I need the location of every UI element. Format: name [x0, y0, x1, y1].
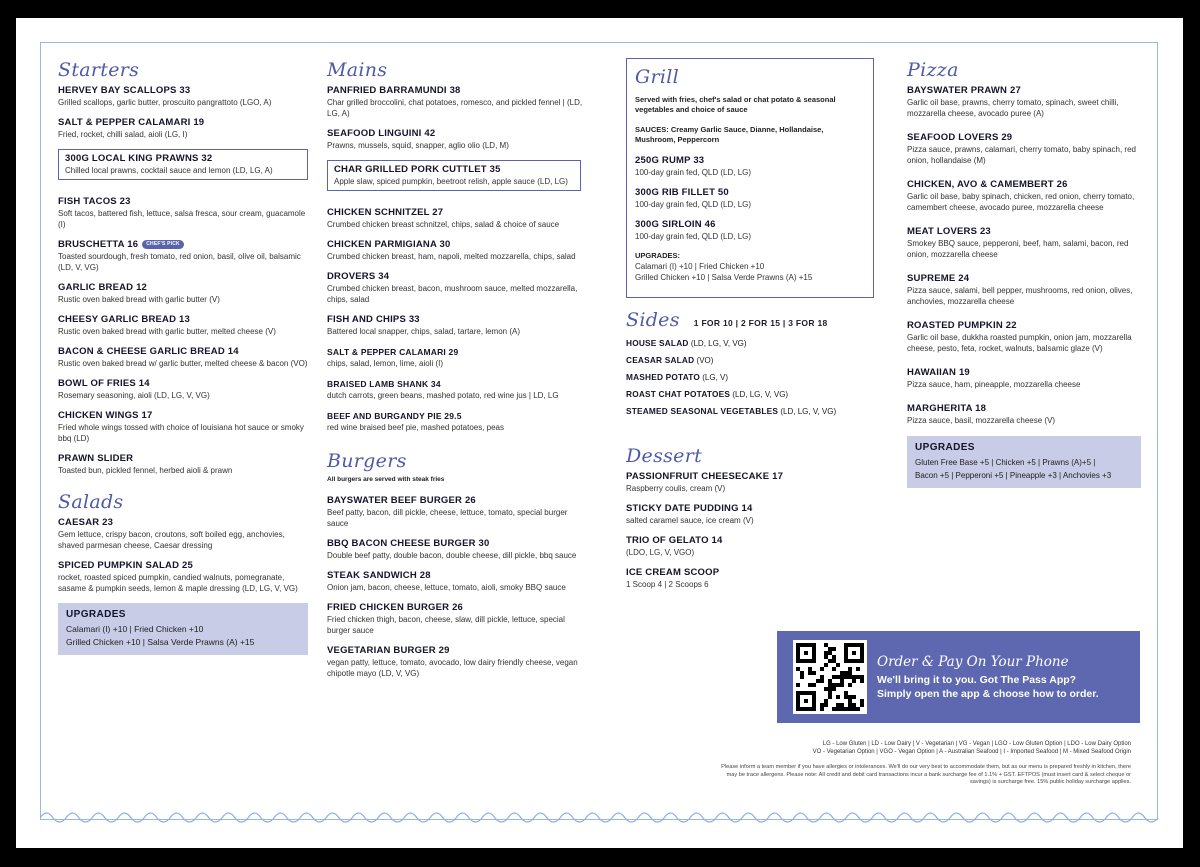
item-name: CHICKEN, AVO & CAMEMBERT 26 — [907, 179, 1068, 190]
item-desc: Crumbed chicken breast schnitzel, chips, salad & choice of sauce — [327, 220, 560, 229]
item-desc: Pizza sauce, ham, pineapple, mozzarella cheese — [907, 380, 1081, 389]
menu-page — [16, 18, 1183, 848]
qr-module — [840, 707, 844, 711]
qr-module — [828, 691, 832, 695]
qr-module — [844, 675, 848, 679]
column-mains-burgers — [327, 58, 589, 688]
side-item — [626, 352, 874, 369]
menu-item — [907, 85, 1147, 119]
item-name-text: BRUSCHETTA 16 — [58, 239, 139, 250]
order-line: We'll bring it to you. Got The Pass App? — [877, 673, 1077, 686]
item-name: BRAISED LAMB SHANK 34 — [327, 379, 441, 389]
menu-item — [58, 314, 308, 337]
item-desc: Chilled local prawns, cocktail sauce and lemon (LD, LG, A) — [65, 166, 273, 175]
qr-module — [860, 699, 864, 703]
qr-module — [820, 667, 824, 671]
item-name: SALT & PEPPER CALAMARI 19 — [58, 117, 205, 128]
qr-module — [856, 667, 860, 671]
item-name: PRAWN SLIDER — [58, 453, 134, 464]
menu-item — [327, 410, 589, 433]
item-name: CAESAR 23 — [58, 517, 114, 528]
featured-item-box — [327, 160, 581, 191]
item-name: MARGHERITA 18 — [907, 403, 987, 414]
menu-item — [58, 453, 308, 476]
item-desc: 100-day grain fed, QLD (LD, LG) — [635, 200, 752, 209]
qr-module — [844, 695, 848, 699]
item-name: 300G LOCAL KING PRAWNS 32 — [65, 153, 213, 164]
qr-module — [848, 707, 852, 711]
qr-module — [812, 683, 816, 687]
menu-item — [58, 378, 308, 401]
item-name: BAYSWATER PRAWN 27 — [907, 85, 1021, 96]
qr-module — [848, 703, 852, 707]
order-line: Simply open the app & choose how to order. — [877, 687, 1099, 700]
item-desc: Crumbed chicken breast, ham, napoli, melted mozzarella, chips, salad — [327, 252, 576, 261]
item-name: TRIO OF GELATO 14 — [626, 535, 723, 546]
dietary-legend — [711, 740, 1131, 756]
menu-item — [626, 471, 874, 494]
menu-item — [58, 239, 308, 273]
qr-module — [828, 647, 832, 651]
menu-item — [327, 207, 589, 230]
column-pizza — [907, 58, 1147, 488]
item-name — [58, 239, 308, 251]
side-name: MASHED POTATO — [626, 372, 701, 382]
qr-module — [860, 675, 864, 679]
item-desc: (LDO, LG, V, VGO) — [626, 548, 695, 557]
qr-module — [840, 679, 844, 683]
side-tags: (LD, LG, V, VG) — [730, 390, 789, 399]
menu-item — [626, 535, 874, 558]
menu-item — [907, 226, 1147, 260]
legend-line: VO - Vegetarian Option | VGO - Vegan Option | A - Australian Seafood | I - Imported Seafood | M - Mixed Seafood Origin — [812, 749, 1131, 755]
qr-module — [844, 707, 848, 711]
item-desc: Garlic oil base, prawns, cherry tomato, spinach, sweet chilli, mozzarella cheese, avocado puree (A) — [907, 98, 1119, 118]
qr-module — [848, 699, 852, 703]
column-grill-sides-dessert — [626, 58, 874, 599]
qr-module — [832, 687, 836, 691]
qr-module — [848, 671, 852, 675]
column-starters-salads — [58, 58, 308, 655]
menu-item — [58, 85, 308, 108]
order-title: Order & Pay On Your Phone — [877, 653, 1069, 670]
side-tags: (VO) — [694, 356, 714, 365]
item-desc: Prawns, mussels, squid, snapper, aglio olio (LD, M) — [327, 141, 509, 150]
order-pay-panel — [777, 631, 1140, 723]
item-name: HERVEY BAY SCALLOPS 33 — [58, 85, 191, 96]
menu-item — [327, 271, 589, 305]
menu-item — [907, 403, 1147, 426]
qr-module — [848, 695, 852, 699]
qr-module — [832, 667, 836, 671]
qr-module — [852, 703, 856, 707]
qr-module — [836, 707, 840, 711]
qr-module — [828, 687, 832, 691]
burgers-note: All burgers are served with steak fries — [327, 476, 445, 483]
upgrades-title: UPGRADES — [66, 609, 126, 620]
item-name: CHEESY GARLIC BREAD 13 — [58, 314, 190, 325]
qr-module — [828, 683, 832, 687]
qr-module — [844, 671, 848, 675]
menu-item — [58, 517, 308, 551]
side-item — [626, 369, 874, 386]
item-desc: Beef patty, bacon, dill pickle, cheese, lettuce, tomato, special burger sauce — [327, 508, 568, 528]
qr-module — [804, 699, 808, 703]
qr-module — [852, 695, 856, 699]
qr-module — [856, 707, 860, 711]
qr-code-icon — [796, 643, 864, 711]
item-name: ICE CREAM SCOOP — [626, 567, 720, 578]
upgrades-line: Grilled Chicken +10 | Salsa Verde Prawns (A) +15 — [66, 637, 255, 647]
menu-item — [58, 410, 308, 444]
item-desc: salted caramel sauce, ice cream (V) — [626, 516, 754, 525]
side-name: ROAST CHAT POTATOES — [626, 389, 731, 399]
qr-module — [832, 647, 836, 651]
item-name: DROVERS 34 — [327, 271, 390, 282]
qr-module — [824, 655, 828, 659]
sides-heading: Sides — [626, 309, 680, 331]
item-desc: Raspberry coulis, cream (V) — [626, 484, 726, 493]
item-desc: Grilled scallops, garlic butter, proscuito pangrattoto (LGO, A) — [58, 98, 272, 107]
item-desc: dutch carrots, green beans, mashed potato, red wine jus | LD, LG — [327, 391, 559, 400]
item-desc: Onion jam, bacon, cheese, lettuce, tomato, aioli, smoky BBQ sauce — [327, 583, 566, 592]
grill-upgrades-line: Calamari (I) +10 | Fried Chicken +10 — [635, 262, 765, 271]
item-name: SPICED PUMPKIN SALAD 25 — [58, 560, 193, 571]
qr-module — [860, 703, 864, 707]
side-tags: (LD, LG, V, VG) — [688, 339, 747, 348]
qr-module — [812, 671, 816, 675]
item-name: CHICKEN SCHNITZEL 27 — [327, 207, 444, 218]
menu-item — [327, 239, 589, 262]
qr-module — [820, 707, 824, 711]
qr-module — [852, 675, 856, 679]
side-name: STEAMED SEASONAL VEGETABLES — [626, 406, 779, 416]
qr-module — [828, 695, 832, 699]
menu-item — [58, 346, 308, 369]
item-name: 300G SIRLOIN 46 — [635, 219, 716, 230]
menu-item — [327, 314, 589, 337]
sides-header — [626, 308, 874, 335]
qr-module — [836, 695, 840, 699]
qr-module — [840, 671, 844, 675]
qr-module — [860, 679, 864, 683]
salads-upgrades-box — [58, 603, 308, 655]
qr-module — [820, 679, 824, 683]
qr-module — [844, 691, 848, 695]
qr-module — [828, 651, 832, 655]
qr-module — [832, 675, 836, 679]
menu-item — [58, 117, 308, 140]
item-desc: Smokey BBQ sauce, pepperoni, beef, ham, salami, bacon, red onion, mozzarella cheese — [907, 239, 1129, 259]
item-desc: Char grilled broccolini, chat potatoes, romesco, and pickled fennel | (LD, LG, A) — [327, 98, 583, 118]
menu-item — [907, 367, 1147, 390]
qr-module — [820, 675, 824, 679]
item-name: FRIED CHICKEN BURGER 26 — [327, 602, 464, 613]
item-desc: Pizza sauce, prawns, calamari, cherry tomato, baby spinach, red onion, hollandaise (M) — [907, 145, 1136, 165]
menu-item — [907, 320, 1147, 354]
qr-module — [856, 675, 860, 679]
qr-module — [808, 667, 812, 671]
qr-module — [808, 671, 812, 675]
upgrades-title: UPGRADES — [915, 442, 975, 453]
qr-module — [824, 687, 828, 691]
starters-list — [58, 85, 308, 476]
chefs-pick-badge: CHEF'S PICK — [142, 240, 184, 249]
grill-upgrades-line: Grilled Chicken +10 | Salsa Verde Prawns (A) +15 — [635, 273, 813, 282]
mains-heading: Mains — [327, 59, 388, 81]
side-item — [626, 386, 874, 403]
qr-module — [824, 663, 828, 667]
item-name: SUPREME 24 — [907, 273, 970, 284]
item-desc: Garlic oil base, baby spinach, chicken, red onion, cherry tomato, camembert cheese, avocado puree, mozzarella cheese — [907, 192, 1135, 212]
legend-line: LG - Low Gluten | LD - Low Dairy | V - Vegetarian | VG - Vegan | LGO - Low Gluten Option | LDO - Low Dairy Option — [822, 741, 1131, 747]
menu-item — [58, 282, 308, 305]
qr-module — [836, 703, 840, 707]
qr-module — [816, 679, 820, 683]
qr-module — [832, 655, 836, 659]
item-name: PANFRIED BARRAMUNDI 38 — [327, 85, 461, 96]
menu-item — [635, 219, 865, 242]
item-desc: Garlic oil base, dukkha roasted pumpkin, onion jam, mozzarella cheese, pesto, feta, rocket, walnuts, balsamic glaze (V) — [907, 333, 1132, 353]
wave-decoration — [40, 804, 1158, 826]
order-text — [877, 654, 1099, 701]
item-name: SEAFOOD LINGUINI 42 — [327, 128, 436, 139]
item-name: CHAR GRILLED PORK CUTTLET 35 — [334, 164, 501, 175]
qr-module — [840, 675, 844, 679]
item-name: PASSIONFRUIT CHEESECAKE 17 — [626, 471, 784, 482]
sides-price: 1 FOR 10 | 2 FOR 15 | 3 FOR 18 — [693, 318, 828, 328]
item-name: FISH TACOS 23 — [58, 196, 131, 207]
sides-list — [626, 335, 874, 420]
qr-module — [796, 683, 800, 687]
side-item — [626, 335, 874, 352]
burgers-heading: Burgers — [327, 450, 407, 472]
item-desc: Fried chicken thigh, bacon, cheese, slaw, dill pickle, lettuce, special burger sauce — [327, 615, 565, 635]
item-desc: Fried, rocket, chilli salad, aioli (LG, I) — [58, 130, 188, 139]
menu-item — [327, 602, 589, 636]
menu-item — [907, 273, 1147, 307]
item-desc: Battered local snapper, chips, salad, tartare, lemon (A) — [327, 327, 520, 336]
item-name: CHICKEN WINGS 17 — [58, 410, 153, 421]
qr-module — [800, 675, 804, 679]
item-desc: Crumbed chicken breast, bacon, mushroom sauce, melted mozzarella, chips, salad — [327, 284, 578, 304]
item-name: ROASTED PUMPKIN 22 — [907, 320, 1017, 331]
item-desc: Rustic oven baked bread w/ garlic butter, melted cheese & bacon (VO) — [58, 359, 308, 368]
item-desc: Rosemary seasoning, aioli (LD, LG, V, VG) — [58, 391, 210, 400]
grill-upgrades-title: UPGRADES: — [635, 251, 681, 260]
item-name: BACON & CHEESE GARLIC BREAD 14 — [58, 346, 239, 357]
qr-module — [808, 683, 812, 687]
item-name: BAYSWATER BEEF BURGER 26 — [327, 495, 476, 506]
menu-item — [327, 538, 589, 561]
featured-item-box — [58, 149, 308, 180]
item-desc: chips, salad, lemon, lime, aioli (I) — [327, 359, 444, 368]
item-name: BOWL OF FRIES 14 — [58, 378, 150, 389]
qr-module — [796, 667, 800, 671]
item-name: HAWAIIAN 19 — [907, 367, 970, 378]
qr-module — [824, 643, 828, 647]
side-name: HOUSE SALAD — [626, 338, 689, 348]
upgrades-line: Calamari (I) +10 | Fried Chicken +10 — [66, 624, 204, 634]
menu-item — [327, 378, 589, 401]
item-name: GARLIC BREAD 12 — [58, 282, 148, 293]
item-desc: 100-day grain fed, QLD (LD, LG) — [635, 232, 752, 241]
dessert-heading: Dessert — [626, 445, 703, 467]
item-desc: red wine braised beef pie, mashed potatoes, peas — [327, 423, 505, 432]
starters-heading: Starters — [58, 59, 140, 81]
grill-box — [626, 58, 874, 298]
item-name: STEAK SANDWICH 28 — [327, 570, 431, 581]
upgrades-line: Gluten Free Base +5 | Chicken +5 | Prawns (A)+5 | — [915, 458, 1096, 467]
qr-module — [832, 659, 836, 663]
qr-module — [824, 699, 828, 703]
qr-module — [840, 703, 844, 707]
menu-item — [327, 128, 589, 151]
menu-item — [327, 85, 589, 119]
item-desc: 100-day grain fed, QLD (LD, LG) — [635, 168, 752, 177]
item-name: SALT & PEPPER CALAMARI 29 — [327, 347, 459, 357]
qr-module — [852, 707, 856, 711]
qr-module — [824, 651, 828, 655]
side-item — [626, 403, 874, 420]
item-name: MEAT LOVERS 23 — [907, 226, 991, 237]
qr-module — [840, 683, 844, 687]
salads-heading: Salads — [58, 491, 124, 513]
pizza-upgrades-box — [907, 436, 1141, 488]
menu-item — [626, 503, 874, 526]
item-desc: Rustic oven baked bread with garlic butter, melted cheese (V) — [58, 327, 276, 336]
item-desc: Soft tacos, battered fish, lettuce, salsa fresca, sour cream, guacamole (I) — [58, 209, 306, 229]
grill-heading: Grill — [635, 66, 679, 88]
qr-module — [852, 679, 856, 683]
item-name: FISH AND CHIPS 33 — [327, 314, 420, 325]
side-name: CEASAR SALAD — [626, 355, 695, 365]
item-desc: Toasted bun, pickled fennel, herbed aioli & prawn — [58, 466, 233, 475]
side-tags: (LG, V) — [700, 373, 729, 382]
qr-module — [836, 675, 840, 679]
item-desc: rocket, roasted spiced pumpkin, candied walnuts, pomegranate, sasame & pumpkin seeds, lemon & maple dressing (LD, LG, V, VG) — [58, 573, 298, 593]
item-desc: Double beef patty, double bacon, double cheese, dill pickle, bbq sauce — [327, 551, 577, 560]
item-name: BEEF AND BURGANDY PIE 29.5 — [327, 411, 462, 421]
grill-sauces: SAUCES: Creamy Garlic Sauce, Dianne, Hollandaise, Mushroom, Peppercorn — [635, 125, 824, 144]
item-desc: Gem lettuce, crispy bacon, croutons, soft boiled egg, anchovies, shaved parmesan cheese, Caesar dressing — [58, 530, 285, 550]
qr-module — [836, 683, 840, 687]
item-name: CHICKEN PARMIGIANA 30 — [327, 239, 451, 250]
qr-module — [852, 651, 856, 655]
pizza-heading: Pizza — [907, 59, 959, 81]
menu-item — [327, 346, 589, 369]
item-desc: Pizza sauce, basil, mozzarella cheese (V) — [907, 416, 1056, 425]
menu-item — [635, 155, 865, 178]
qr-module — [832, 707, 836, 711]
menu-item — [327, 495, 589, 529]
item-name: 250G RUMP 33 — [635, 155, 705, 166]
qr-module — [832, 683, 836, 687]
grill-intro: Served with fries, chef's salad or chat potato & seasonal vegetables and choice of sauce — [635, 95, 836, 114]
item-desc: Rustic oven baked bread with garlic butter (V) — [58, 295, 220, 304]
item-desc: Apple slaw, spiced pumpkin, beetroot relish, apple sauce (LD, LG) — [334, 177, 568, 186]
item-desc: Toasted sourdough, fresh tomato, red onion, basil, olive oil, balsamic (LD, V, VG) — [58, 252, 301, 272]
qr-module — [800, 671, 804, 675]
qr-module — [848, 675, 852, 679]
item-desc: Pizza sauce, salami, bell pepper, mushrooms, red onion, olives, anchovies, mozzarella cheese — [907, 286, 1133, 306]
item-desc: vegan patty, lettuce, tomato, avocado, low dairy friendly cheese, vegan chipotle mayo (LD, V, VG) — [327, 658, 578, 678]
upgrades-line: Bacon +5 | Pepperoni +5 | Pineapple +3 | Anchovies +3 — [915, 471, 1112, 480]
menu-item — [907, 179, 1147, 213]
qr-module — [820, 703, 824, 707]
menu-item — [58, 560, 308, 594]
qr-code[interactable] — [793, 640, 867, 714]
qr-module — [824, 703, 828, 707]
side-tags: (LD, LG, V, VG) — [778, 407, 837, 416]
item-desc: 1 Scoop 4 | 2 Scoops 6 — [626, 580, 709, 589]
menu-item — [58, 196, 308, 230]
item-name: STICKY DATE PUDDING 14 — [626, 503, 753, 514]
menu-item — [907, 132, 1147, 166]
item-name: SEAFOOD LOVERS 29 — [907, 132, 1013, 143]
menu-item — [635, 187, 865, 210]
qr-module — [828, 659, 832, 663]
menu-item — [626, 567, 874, 590]
disclaimer: Please inform a team member if you have allergies or intolerances. We'll do our very best to accommodate them, but as our menu is prepared freshly in kitchen, there may be trace allergens. Please note: All credit and debit card transactions incur a bank surcharge fee of 1.1% + GST. EFTPOS (must insert card & select cheque or savings) is surcharge free. 15% public holiday surcharge applies. — [721, 764, 1131, 785]
item-name: 300G RIB FILLET 50 — [635, 187, 729, 198]
qr-module — [836, 663, 840, 667]
item-name: VEGETARIAN BURGER 29 — [327, 645, 450, 656]
item-name: BBQ BACON CHEESE BURGER 30 — [327, 538, 490, 549]
item-desc: Fried whole wings tossed with choice of louisiana hot sauce or smoky bbq (LD) — [58, 423, 304, 443]
qr-module — [804, 651, 808, 655]
menu-item — [327, 645, 589, 679]
qr-module — [848, 667, 852, 671]
qr-module — [848, 683, 852, 687]
qr-module — [828, 679, 832, 683]
menu-item — [327, 570, 589, 593]
